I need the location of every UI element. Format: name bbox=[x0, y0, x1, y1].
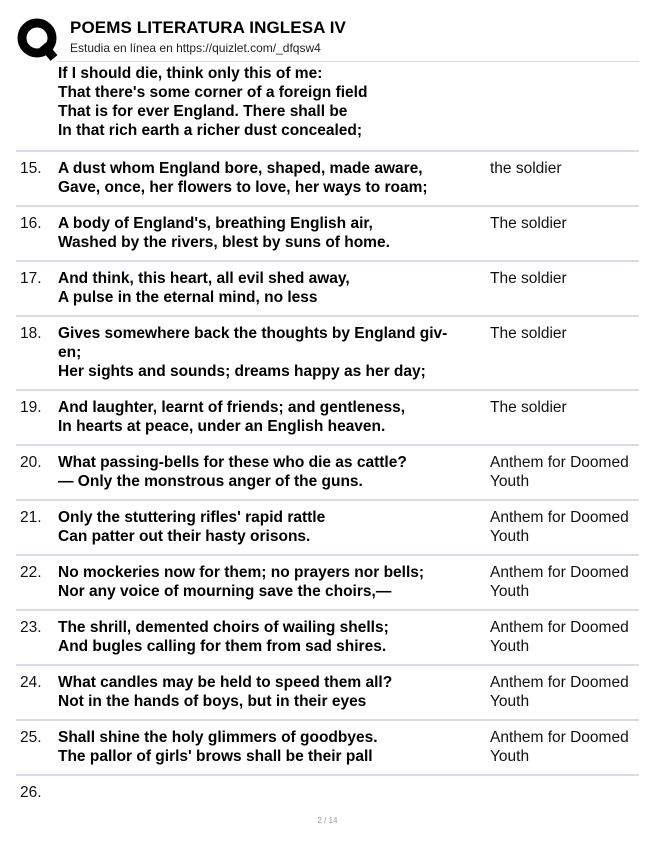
card-number: 15. bbox=[20, 160, 42, 177]
card-term: What candles may be held to speed them all? Not in the hands of boys, but in their eyes bbox=[58, 674, 393, 710]
card-term: If I should die, think only this of me: That there's some corner of a foreign field That is for ever England. There shall be In that rich earth a richer dust concealed; bbox=[58, 65, 368, 139]
card-term: And laughter, learnt of friends; and gentleness, In hearts at peace, under an English heaven. bbox=[58, 399, 406, 435]
flashcard-row bbox=[16, 207, 639, 262]
card-definition: The soldier bbox=[490, 325, 567, 342]
card-definition: the soldier bbox=[490, 160, 562, 177]
card-term bbox=[58, 783, 486, 802]
page-number: 2 / 14 bbox=[317, 816, 338, 825]
flashcard-list bbox=[16, 62, 639, 802]
card-term: The shrill, demented choirs of wailing shells; And bugles calling for them from sad shires. bbox=[58, 619, 389, 655]
flashcard-row bbox=[16, 666, 639, 721]
card-number: 23. bbox=[20, 619, 42, 636]
flashcard-row bbox=[16, 776, 639, 802]
card-definition: Anthem for Doomed Youth bbox=[490, 509, 629, 545]
flashcard-row bbox=[16, 446, 639, 501]
card-term: What passing-bells for these who die as cattle? — Only the monstrous anger of the guns. bbox=[58, 454, 407, 490]
flashcard-row bbox=[16, 556, 639, 611]
card-term: A dust whom England bore, shaped, made aware, Gave, once, her flowers to love, her ways to roam; bbox=[58, 160, 428, 196]
card-definition: Anthem for Doomed Youth bbox=[490, 619, 629, 655]
flashcard-row bbox=[16, 391, 639, 446]
card-definition: Anthem for Doomed Youth bbox=[490, 674, 629, 710]
flashcard-row bbox=[16, 501, 639, 556]
study-online-link[interactable]: Estudia en línea en https://quizlet.com/_dfqsw4 bbox=[70, 41, 321, 55]
card-number: 17. bbox=[20, 270, 42, 287]
card-number: 20. bbox=[20, 454, 42, 471]
flashcard-row bbox=[16, 721, 639, 776]
card-definition: The soldier bbox=[490, 215, 567, 232]
flashcard-continued bbox=[16, 62, 639, 152]
flashcard-row bbox=[16, 262, 639, 317]
card-number: 26. bbox=[20, 784, 42, 801]
card-term: Shall shine the holy glimmers of goodbyes. The pallor of girls' brows shall be their pall bbox=[58, 729, 378, 765]
card-definition: The soldier bbox=[490, 270, 567, 287]
card-term: Gives somewhere back the thoughts by England giv- en; Her sights and sounds; dreams happy as her day; bbox=[58, 325, 448, 380]
card-number: 22. bbox=[20, 564, 42, 581]
flashcard-row bbox=[16, 611, 639, 666]
card-definition: Anthem for Doomed Youth bbox=[490, 454, 629, 490]
card-term: Only the stuttering rifles' rapid rattle Can patter out their hasty orisons. bbox=[58, 509, 326, 545]
card-number: 25. bbox=[20, 729, 42, 746]
card-definition: The soldier bbox=[490, 399, 567, 416]
flashcard-row bbox=[16, 152, 639, 207]
card-number: 24. bbox=[20, 674, 42, 691]
card-number: 19. bbox=[20, 399, 42, 416]
page-title: POEMS LITERATURA INGLESA IV bbox=[70, 18, 346, 37]
card-term: A body of England's, breathing English air, Washed by the rivers, blest by suns of home. bbox=[58, 215, 390, 251]
card-definition: Anthem for Doomed Youth bbox=[490, 564, 629, 600]
quizlet-logo-icon bbox=[16, 17, 60, 61]
card-number: 16. bbox=[20, 215, 42, 232]
card-number: 18. bbox=[20, 325, 42, 342]
card-number: 21. bbox=[20, 509, 42, 526]
flashcard-row bbox=[16, 317, 639, 391]
card-definition: Anthem for Doomed Youth bbox=[490, 729, 629, 765]
card-term: And think, this heart, all evil shed away, A pulse in the eternal mind, no less bbox=[58, 270, 350, 306]
card-term: No mockeries now for them; no prayers nor bells; Nor any voice of mourning save the choirs,— bbox=[58, 564, 425, 600]
